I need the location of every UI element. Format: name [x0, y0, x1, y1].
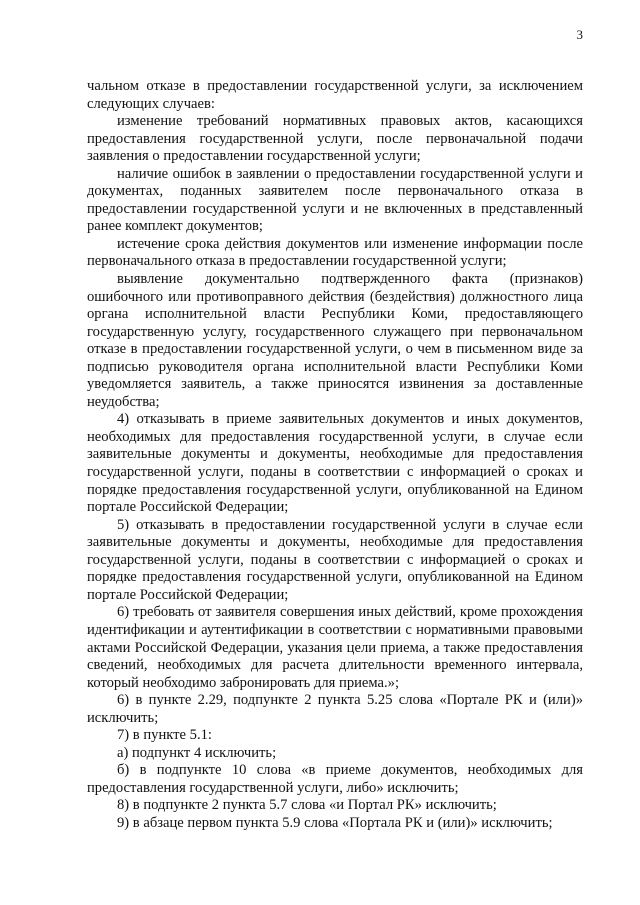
paragraph-item-6-require: 6) требовать от заявителя совершения иных действий, кроме прохождения идентификации и аутентификации в соответствии с нормативными правовыми актами Российской Федерации, указания цели приема, а также предоставления сведений, необходимых для расчета длительности временного интервала, который необходимо забронировать для приема.»; [87, 604, 583, 691]
paragraph-exception-legal-change: изменение требований нормативных правовых актов, касающихся предоставления государственной услуги, после первоначальной подачи заявления о предоставлении государственной услуги; [87, 113, 583, 165]
paragraph-amend-7a: а) подпункт 4 исключить; [117, 744, 277, 761]
paragraph-amend-6: 6) в пункте 2.29, подпункте 2 пункта 5.25 слова «Портале РК и (или)» исключить; [87, 692, 583, 726]
paragraph-item-5: 5) отказывать в предоставлении государственной услуги в случае если заявительные документы и документы, необходимые для предоставления государственной услуги, поданы в соответствии с информацией о сроках и порядке предоставления государственной услуги, опубликованной на Едином портале Российской Федерации; [87, 516, 583, 603]
paragraph-item-4: 4) отказывать в приеме заявительных документов и иных документов, необходимых для предоставления государственной услуги, в случае если заявительные документы и документы, необходимые для предоставления государственной услуги, поданы в соответствии с информацией о сроках и порядке предоставления государственной услуги, опубликованной на Едином портале Российской Федерации; [87, 411, 583, 516]
paragraph-exception-misconduct: выявление документально подтвержденного факта (признаков) ошибочного или противоправного действия (бездействия) должностного лица органа исполнительной власти Республики Коми, предоставляющего государственную услугу, государственного служащего при первоначальном отказе в предоставлении государственной услуги, о чем в письменном виде за подписью руководителя органа исполнительной власти Республики Коми уведомляется заявитель, а также приносятся извинения за доставленные неудобства; [87, 271, 583, 410]
document-body [87, 78, 583, 833]
paragraph-amend-7b: б) в подпункте 10 слова «в приеме документов, необходимых для предоставления государственной услуги, либо» исключить; [87, 762, 583, 796]
paragraph-amend-8: 8) в подпункте 2 пункта 5.7 слова «и Портал РК» исключить; [117, 797, 497, 814]
paragraph-exception-errors: наличие ошибок в заявлении о предоставлении государственной услуги и документах, поданных заявителем после первоначального отказа в предоставлении государственной услуги и не включенных в представленный ранее комплект документов; [87, 165, 583, 235]
paragraph-continuation: чальном отказе в предоставлении государственной услуги, за исключением следующих случаев: [87, 78, 583, 112]
paragraph-amend-7: 7) в пункте 5.1: [117, 727, 212, 744]
paragraph-amend-9: 9) в абзаце первом пункта 5.9 слова «Портала РК и (или)» исключить; [117, 814, 553, 831]
paragraph-exception-expiry: истечение срока действия документов или изменение информации после первоначального отказа в предоставлении государственной услуги; [87, 235, 583, 270]
page-number: 3 [576, 27, 583, 42]
